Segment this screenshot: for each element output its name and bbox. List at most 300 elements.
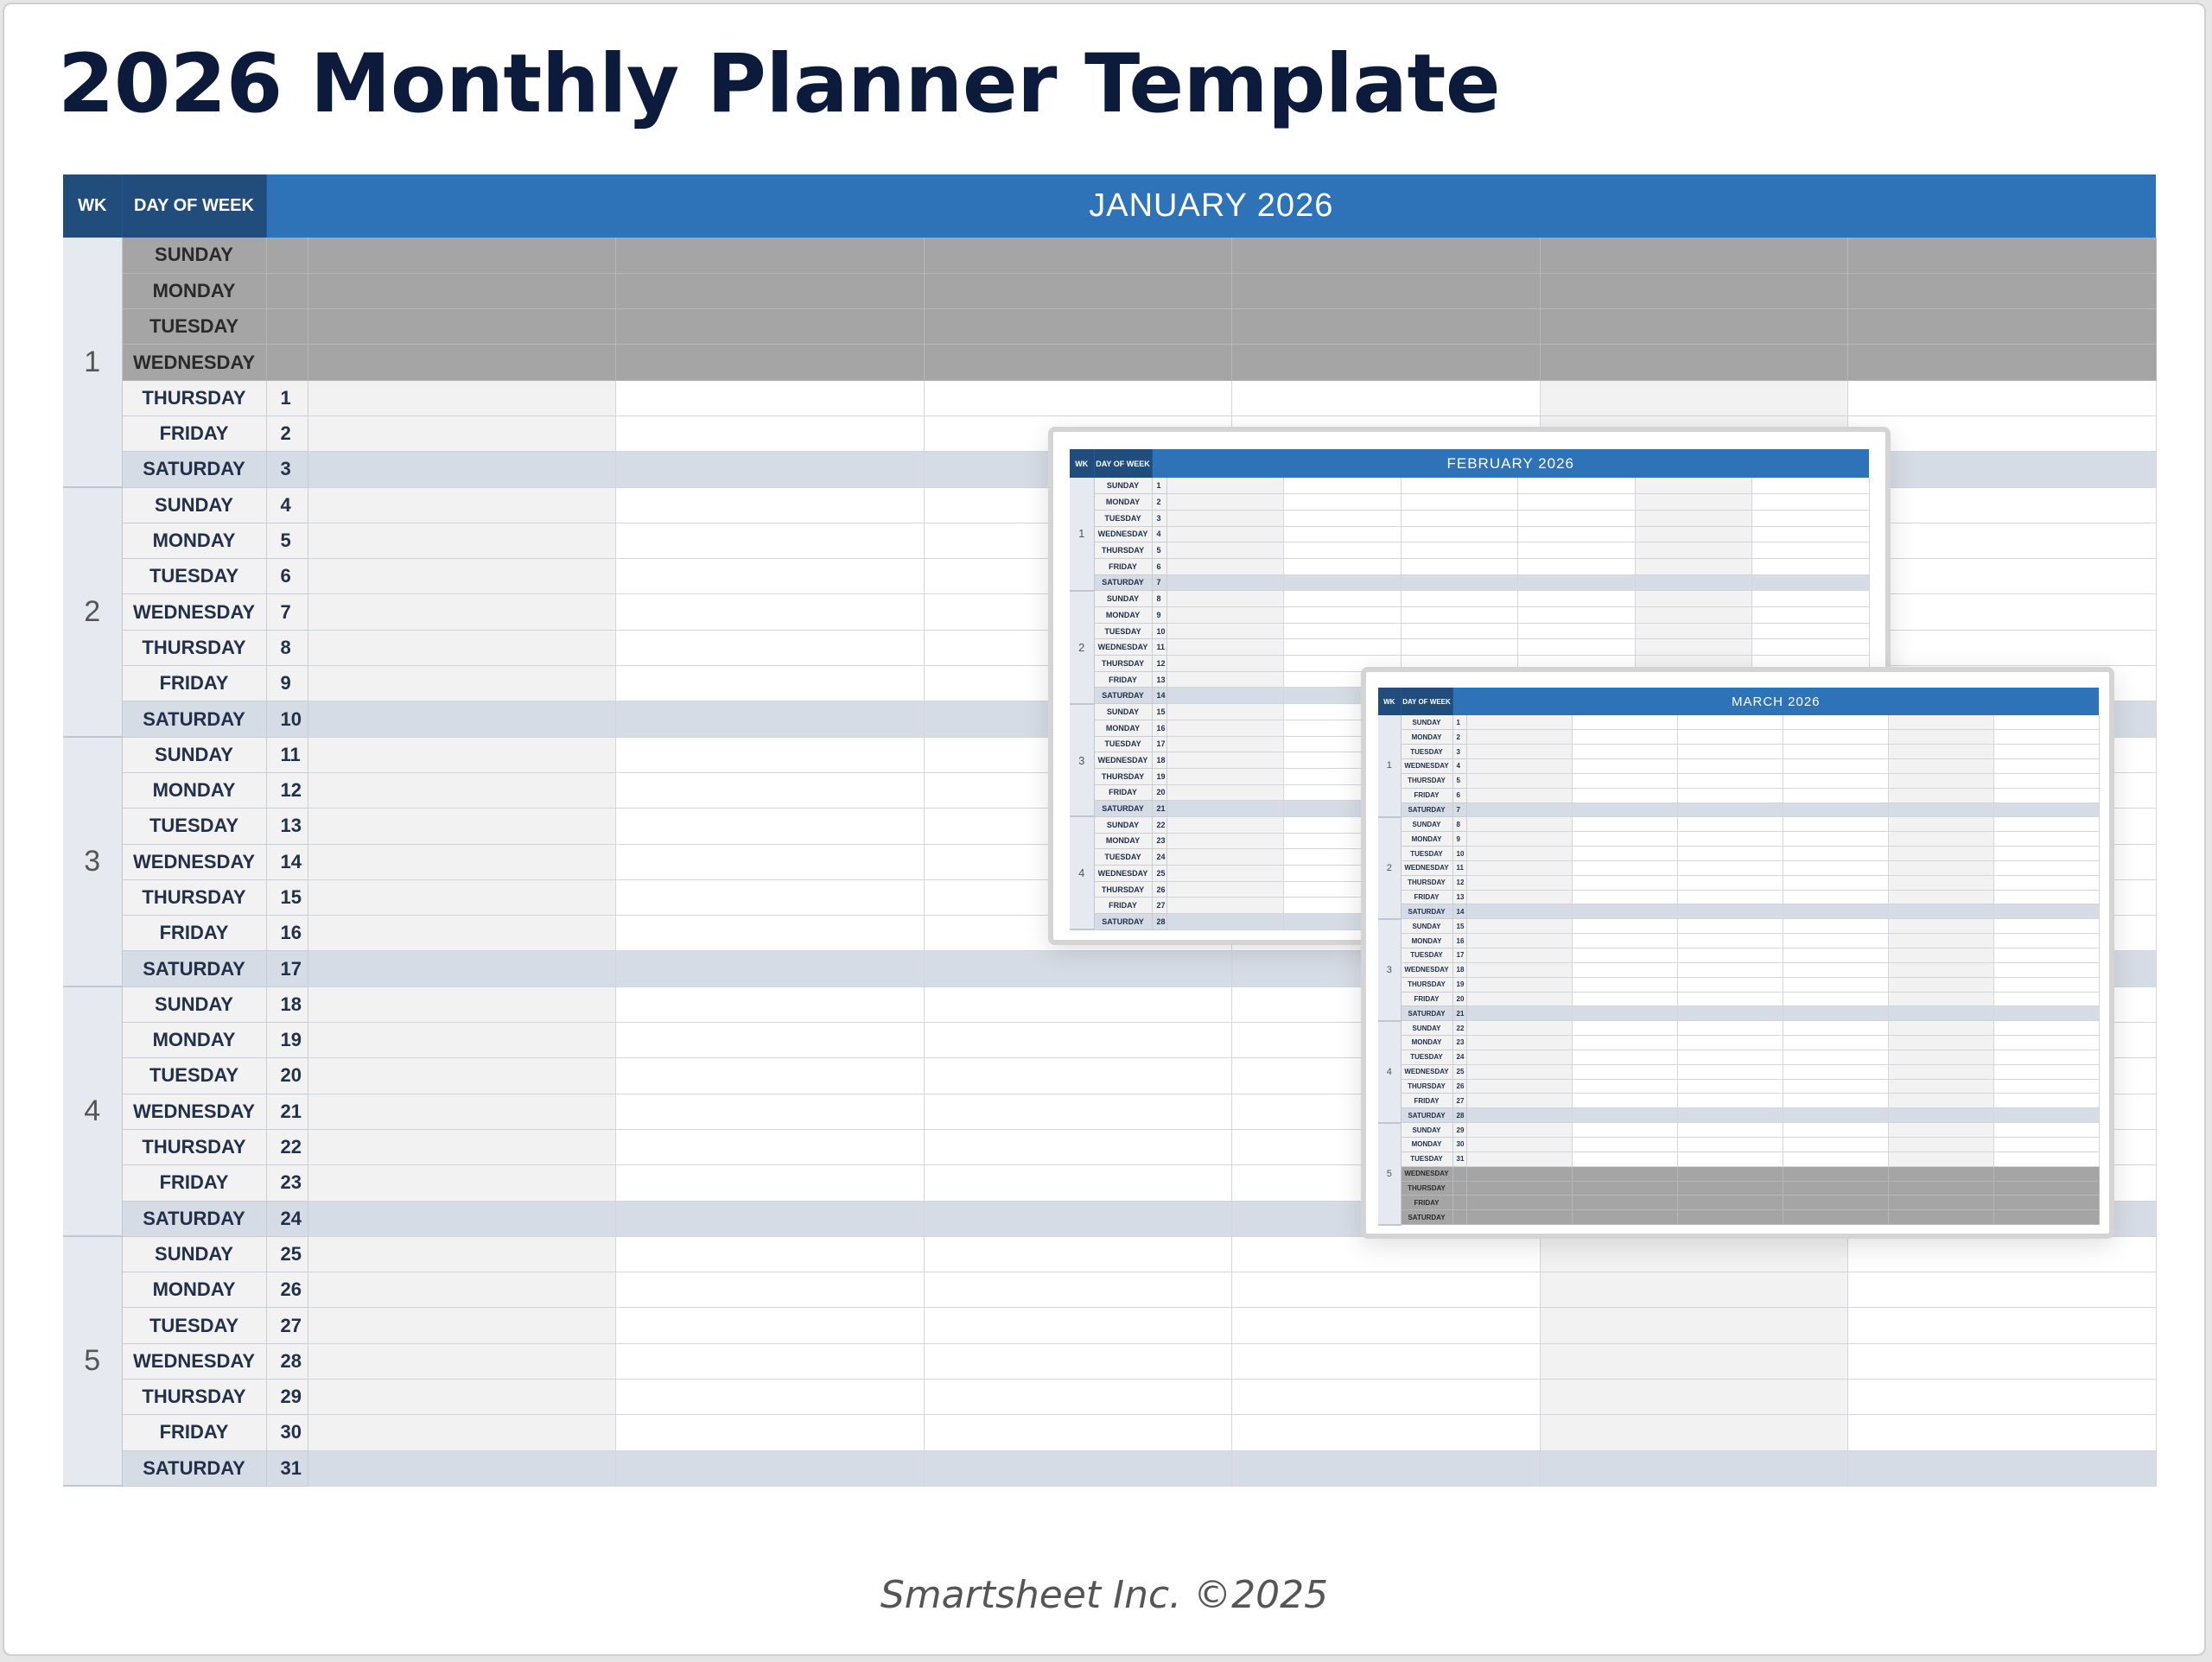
planner-entry-cell[interactable] bbox=[1993, 1036, 2099, 1050]
planner-entry-cell[interactable] bbox=[616, 844, 925, 879]
planner-entry-cell[interactable] bbox=[1284, 574, 1402, 591]
planner-entry-cell[interactable] bbox=[1993, 992, 2099, 1006]
planner-entry-cell[interactable] bbox=[1572, 1166, 1677, 1181]
planner-entry-cell[interactable] bbox=[616, 809, 925, 844]
planner-entry-cell[interactable] bbox=[1848, 345, 2157, 380]
planner-entry-cell[interactable] bbox=[308, 345, 616, 380]
planner-entry-cell[interactable] bbox=[1166, 881, 1284, 898]
planner-entry-cell[interactable] bbox=[1783, 875, 1888, 890]
planner-entry-cell[interactable] bbox=[924, 273, 1232, 308]
planner-entry-cell[interactable] bbox=[616, 1165, 925, 1201]
planner-entry-cell[interactable] bbox=[308, 1450, 616, 1486]
planner-entry-cell[interactable] bbox=[616, 737, 925, 772]
planner-entry-cell[interactable] bbox=[1888, 875, 1993, 890]
planner-entry-cell[interactable] bbox=[1572, 1210, 1677, 1225]
planner-entry-cell[interactable] bbox=[616, 1094, 925, 1129]
planner-entry-cell[interactable] bbox=[616, 1415, 925, 1450]
planner-entry-cell[interactable] bbox=[1466, 948, 1572, 963]
planner-entry-cell[interactable] bbox=[1466, 1079, 1572, 1094]
planner-entry-cell[interactable] bbox=[1466, 730, 1572, 745]
planner-entry-cell[interactable] bbox=[1635, 623, 1752, 639]
planner-entry-cell[interactable] bbox=[1848, 309, 2157, 345]
planner-entry-cell[interactable] bbox=[1540, 1343, 1848, 1379]
planner-entry-cell[interactable] bbox=[1166, 510, 1284, 526]
planner-entry-cell[interactable] bbox=[1888, 934, 1993, 948]
planner-entry-cell[interactable] bbox=[1783, 773, 1888, 788]
planner-entry-cell[interactable] bbox=[616, 772, 925, 808]
planner-entry-cell[interactable] bbox=[1783, 1108, 1888, 1123]
planner-entry-cell[interactable] bbox=[1888, 962, 1993, 977]
planner-entry-cell[interactable] bbox=[1466, 977, 1572, 992]
planner-entry-cell[interactable] bbox=[616, 1380, 925, 1415]
planner-entry-cell[interactable] bbox=[616, 1023, 925, 1058]
planner-entry-cell[interactable] bbox=[1518, 478, 1636, 494]
planner-entry-cell[interactable] bbox=[1888, 832, 1993, 847]
planner-entry-cell[interactable] bbox=[308, 1272, 616, 1308]
planner-entry-cell[interactable] bbox=[616, 1450, 925, 1486]
planner-entry-cell[interactable] bbox=[1572, 773, 1677, 788]
planner-entry-cell[interactable] bbox=[1166, 720, 1284, 736]
planner-entry-cell[interactable] bbox=[1166, 816, 1284, 833]
planner-entry-cell[interactable] bbox=[1572, 890, 1677, 904]
planner-entry-cell[interactable] bbox=[1888, 1196, 1993, 1210]
planner-entry-cell[interactable] bbox=[1518, 623, 1636, 639]
planner-entry-cell[interactable] bbox=[1635, 558, 1752, 574]
planner-entry-cell[interactable] bbox=[1783, 1064, 1888, 1079]
planner-entry-cell[interactable] bbox=[616, 879, 925, 915]
planner-entry-cell[interactable] bbox=[308, 809, 616, 844]
planner-entry-cell[interactable] bbox=[1993, 1166, 2099, 1181]
planner-entry-cell[interactable] bbox=[1848, 238, 2157, 273]
planner-entry-cell[interactable] bbox=[1993, 1210, 2099, 1225]
planner-entry-cell[interactable] bbox=[616, 416, 925, 451]
planner-entry-cell[interactable] bbox=[1166, 656, 1284, 672]
planner-entry-cell[interactable] bbox=[1466, 1151, 1572, 1166]
planner-entry-cell[interactable] bbox=[1993, 1151, 2099, 1166]
planner-entry-cell[interactable] bbox=[1540, 309, 1848, 345]
planner-entry-cell[interactable] bbox=[1848, 630, 2157, 665]
planner-entry-cell[interactable] bbox=[1888, 1006, 1993, 1021]
planner-entry-cell[interactable] bbox=[1677, 1210, 1783, 1225]
planner-entry-cell[interactable] bbox=[1848, 1343, 2157, 1379]
planner-entry-cell[interactable] bbox=[616, 1343, 925, 1379]
planner-entry-cell[interactable] bbox=[924, 1129, 1232, 1164]
planner-entry-cell[interactable] bbox=[1572, 1181, 1677, 1196]
planner-entry-cell[interactable] bbox=[1540, 1236, 1848, 1272]
planner-entry-cell[interactable] bbox=[1752, 542, 1870, 559]
planner-entry-cell[interactable] bbox=[1783, 1021, 1888, 1036]
planner-entry-cell[interactable] bbox=[1783, 832, 1888, 847]
planner-entry-cell[interactable] bbox=[308, 1236, 616, 1272]
planner-entry-cell[interactable] bbox=[1888, 1210, 1993, 1225]
planner-entry-cell[interactable] bbox=[308, 1343, 616, 1379]
planner-entry-cell[interactable] bbox=[1466, 1064, 1572, 1079]
planner-entry-cell[interactable] bbox=[1572, 1064, 1677, 1079]
planner-entry-cell[interactable] bbox=[1677, 773, 1783, 788]
planner-entry-cell[interactable] bbox=[1518, 558, 1636, 574]
planner-entry-cell[interactable] bbox=[616, 309, 925, 345]
planner-entry-cell[interactable] bbox=[1993, 817, 2099, 832]
planner-entry-cell[interactable] bbox=[1635, 639, 1752, 656]
planner-entry-cell[interactable] bbox=[1232, 1343, 1541, 1379]
planner-entry-cell[interactable] bbox=[1993, 1021, 2099, 1036]
planner-entry-cell[interactable] bbox=[1232, 1415, 1541, 1450]
planner-entry-cell[interactable] bbox=[1401, 558, 1518, 574]
planner-entry-cell[interactable] bbox=[1401, 510, 1518, 526]
planner-entry-cell[interactable] bbox=[1466, 788, 1572, 802]
planner-entry-cell[interactable] bbox=[1848, 523, 2157, 558]
planner-entry-cell[interactable] bbox=[1888, 890, 1993, 904]
planner-entry-cell[interactable] bbox=[1166, 558, 1284, 574]
planner-entry-cell[interactable] bbox=[616, 238, 925, 273]
planner-entry-cell[interactable] bbox=[1466, 992, 1572, 1006]
planner-entry-cell[interactable] bbox=[1232, 1308, 1541, 1343]
planner-entry-cell[interactable] bbox=[308, 951, 616, 986]
planner-entry-cell[interactable] bbox=[1848, 559, 2157, 594]
planner-entry-cell[interactable] bbox=[1677, 759, 1783, 774]
planner-entry-cell[interactable] bbox=[1993, 832, 2099, 847]
planner-entry-cell[interactable] bbox=[616, 345, 925, 380]
planner-entry-cell[interactable] bbox=[1783, 860, 1888, 875]
planner-entry-cell[interactable] bbox=[1466, 1108, 1572, 1123]
planner-entry-cell[interactable] bbox=[1166, 736, 1284, 752]
planner-entry-cell[interactable] bbox=[1401, 542, 1518, 559]
planner-entry-cell[interactable] bbox=[1572, 875, 1677, 890]
planner-entry-cell[interactable] bbox=[1752, 607, 1870, 624]
planner-entry-cell[interactable] bbox=[1232, 345, 1541, 380]
planner-entry-cell[interactable] bbox=[1166, 914, 1284, 930]
planner-entry-cell[interactable] bbox=[1572, 1196, 1677, 1210]
planner-entry-cell[interactable] bbox=[1993, 773, 2099, 788]
planner-entry-cell[interactable] bbox=[1783, 1123, 1888, 1138]
planner-entry-cell[interactable] bbox=[1783, 1210, 1888, 1225]
planner-entry-cell[interactable] bbox=[616, 986, 925, 1022]
planner-entry-cell[interactable] bbox=[1677, 1064, 1783, 1079]
planner-entry-cell[interactable] bbox=[1572, 977, 1677, 992]
planner-entry-cell[interactable] bbox=[1540, 273, 1848, 308]
planner-entry-cell[interactable] bbox=[1166, 478, 1284, 494]
planner-entry-cell[interactable] bbox=[1572, 759, 1677, 774]
planner-entry-cell[interactable] bbox=[1783, 1151, 1888, 1166]
planner-entry-cell[interactable] bbox=[1888, 992, 1993, 1006]
planner-entry-cell[interactable] bbox=[1166, 801, 1284, 817]
planner-entry-cell[interactable] bbox=[1466, 1181, 1572, 1196]
planner-entry-cell[interactable] bbox=[1635, 494, 1752, 511]
planner-entry-cell[interactable] bbox=[308, 1094, 616, 1129]
planner-entry-cell[interactable] bbox=[1166, 849, 1284, 866]
planner-entry-cell[interactable] bbox=[924, 345, 1232, 380]
planner-entry-cell[interactable] bbox=[1572, 904, 1677, 919]
planner-entry-cell[interactable] bbox=[1993, 1006, 2099, 1021]
planner-entry-cell[interactable] bbox=[308, 666, 616, 701]
planner-entry-cell[interactable] bbox=[1572, 832, 1677, 847]
planner-entry-cell[interactable] bbox=[1677, 1094, 1783, 1108]
planner-entry-cell[interactable] bbox=[1677, 1181, 1783, 1196]
planner-entry-cell[interactable] bbox=[1635, 510, 1752, 526]
planner-entry-cell[interactable] bbox=[1232, 1380, 1541, 1415]
planner-entry-cell[interactable] bbox=[308, 1165, 616, 1201]
planner-entry-cell[interactable] bbox=[308, 1308, 616, 1343]
planner-entry-cell[interactable] bbox=[1166, 752, 1284, 769]
planner-entry-cell[interactable] bbox=[1677, 847, 1783, 861]
planner-entry-cell[interactable] bbox=[1540, 1380, 1848, 1415]
planner-entry-cell[interactable] bbox=[616, 630, 925, 665]
planner-entry-cell[interactable] bbox=[1752, 510, 1870, 526]
planner-entry-cell[interactable] bbox=[1888, 1181, 1993, 1196]
planner-entry-cell[interactable] bbox=[1677, 948, 1783, 963]
planner-entry-cell[interactable] bbox=[1572, 745, 1677, 759]
planner-entry-cell[interactable] bbox=[1677, 817, 1783, 832]
planner-entry-cell[interactable] bbox=[1540, 1308, 1848, 1343]
planner-entry-cell[interactable] bbox=[1635, 478, 1752, 494]
planner-entry-cell[interactable] bbox=[924, 309, 1232, 345]
planner-entry-cell[interactable] bbox=[1677, 1151, 1783, 1166]
planner-entry-cell[interactable] bbox=[1848, 487, 2157, 523]
planner-entry-cell[interactable] bbox=[1888, 715, 1993, 730]
planner-entry-cell[interactable] bbox=[1848, 1415, 2157, 1450]
planner-entry-cell[interactable] bbox=[1572, 817, 1677, 832]
planner-entry-cell[interactable] bbox=[1888, 1137, 1993, 1151]
planner-entry-cell[interactable] bbox=[1677, 1036, 1783, 1050]
planner-entry-cell[interactable] bbox=[1888, 730, 1993, 745]
planner-entry-cell[interactable] bbox=[1284, 542, 1402, 559]
planner-entry-cell[interactable] bbox=[1993, 1123, 2099, 1138]
planner-entry-cell[interactable] bbox=[924, 1272, 1232, 1308]
planner-entry-cell[interactable] bbox=[924, 1058, 1232, 1094]
planner-entry-cell[interactable] bbox=[1518, 607, 1636, 624]
planner-entry-cell[interactable] bbox=[1540, 1272, 1848, 1308]
planner-entry-cell[interactable] bbox=[1635, 526, 1752, 542]
planner-entry-cell[interactable] bbox=[1677, 715, 1783, 730]
planner-entry-cell[interactable] bbox=[616, 1272, 925, 1308]
planner-entry-cell[interactable] bbox=[1677, 832, 1783, 847]
planner-entry-cell[interactable] bbox=[1677, 788, 1783, 802]
planner-entry-cell[interactable] bbox=[924, 1165, 1232, 1201]
planner-entry-cell[interactable] bbox=[308, 1415, 616, 1450]
planner-entry-cell[interactable] bbox=[308, 1023, 616, 1058]
planner-entry-cell[interactable] bbox=[1993, 730, 2099, 745]
planner-entry-cell[interactable] bbox=[1888, 788, 1993, 802]
planner-entry-cell[interactable] bbox=[308, 238, 616, 273]
planner-entry-cell[interactable] bbox=[1284, 478, 1402, 494]
planner-entry-cell[interactable] bbox=[308, 986, 616, 1022]
planner-entry-cell[interactable] bbox=[1166, 704, 1284, 720]
planner-entry-cell[interactable] bbox=[1572, 788, 1677, 802]
planner-entry-cell[interactable] bbox=[308, 630, 616, 665]
planner-entry-cell[interactable] bbox=[1284, 510, 1402, 526]
planner-entry-cell[interactable] bbox=[1572, 1036, 1677, 1050]
planner-entry-cell[interactable] bbox=[1466, 1050, 1572, 1064]
planner-entry-cell[interactable] bbox=[1752, 591, 1870, 607]
planner-entry-cell[interactable] bbox=[1993, 788, 2099, 802]
planner-entry-cell[interactable] bbox=[1888, 860, 1993, 875]
planner-entry-cell[interactable] bbox=[924, 1343, 1232, 1379]
planner-entry-cell[interactable] bbox=[1572, 1151, 1677, 1166]
planner-entry-cell[interactable] bbox=[1677, 1108, 1783, 1123]
planner-entry-cell[interactable] bbox=[1993, 1196, 2099, 1210]
planner-entry-cell[interactable] bbox=[1848, 416, 2157, 451]
planner-entry-cell[interactable] bbox=[308, 309, 616, 345]
planner-entry-cell[interactable] bbox=[308, 273, 616, 308]
planner-entry-cell[interactable] bbox=[1783, 802, 1888, 817]
planner-entry-cell[interactable] bbox=[1166, 591, 1284, 607]
planner-entry-cell[interactable] bbox=[1783, 1166, 1888, 1181]
planner-entry-cell[interactable] bbox=[616, 1058, 925, 1094]
planner-entry-cell[interactable] bbox=[1888, 759, 1993, 774]
planner-entry-cell[interactable] bbox=[1848, 1236, 2157, 1272]
planner-entry-cell[interactable] bbox=[1166, 866, 1284, 882]
planner-entry-cell[interactable] bbox=[1540, 1415, 1848, 1450]
planner-entry-cell[interactable] bbox=[616, 452, 925, 487]
planner-entry-cell[interactable] bbox=[1466, 832, 1572, 847]
planner-entry-cell[interactable] bbox=[1284, 607, 1402, 624]
planner-entry-cell[interactable] bbox=[1232, 380, 1541, 416]
planner-entry-cell[interactable] bbox=[1401, 591, 1518, 607]
planner-entry-cell[interactable] bbox=[1888, 1036, 1993, 1050]
planner-entry-cell[interactable] bbox=[1466, 1123, 1572, 1138]
planner-entry-cell[interactable] bbox=[308, 416, 616, 451]
planner-entry-cell[interactable] bbox=[1518, 494, 1636, 511]
planner-entry-cell[interactable] bbox=[1888, 919, 1993, 934]
planner-entry-cell[interactable] bbox=[1518, 510, 1636, 526]
planner-entry-cell[interactable] bbox=[1993, 904, 2099, 919]
planner-entry-cell[interactable] bbox=[1677, 904, 1783, 919]
planner-entry-cell[interactable] bbox=[1572, 730, 1677, 745]
planner-entry-cell[interactable] bbox=[1677, 860, 1783, 875]
planner-entry-cell[interactable] bbox=[1466, 860, 1572, 875]
planner-entry-cell[interactable] bbox=[1993, 1108, 2099, 1123]
planner-entry-cell[interactable] bbox=[1677, 1137, 1783, 1151]
planner-entry-cell[interactable] bbox=[1572, 1050, 1677, 1064]
planner-entry-cell[interactable] bbox=[1783, 1094, 1888, 1108]
planner-entry-cell[interactable] bbox=[1466, 773, 1572, 788]
planner-entry-cell[interactable] bbox=[1635, 607, 1752, 624]
planner-entry-cell[interactable] bbox=[924, 1308, 1232, 1343]
planner-entry-cell[interactable] bbox=[1752, 526, 1870, 542]
planner-entry-cell[interactable] bbox=[1466, 962, 1572, 977]
planner-entry-cell[interactable] bbox=[1677, 977, 1783, 992]
planner-entry-cell[interactable] bbox=[1993, 802, 2099, 817]
planner-entry-cell[interactable] bbox=[1783, 919, 1888, 934]
planner-entry-cell[interactable] bbox=[1888, 1050, 1993, 1064]
planner-entry-cell[interactable] bbox=[1572, 1094, 1677, 1108]
planner-entry-cell[interactable] bbox=[1466, 1196, 1572, 1210]
planner-entry-cell[interactable] bbox=[1993, 1050, 2099, 1064]
planner-entry-cell[interactable] bbox=[1572, 1021, 1677, 1036]
planner-entry-cell[interactable] bbox=[1518, 591, 1636, 607]
planner-entry-cell[interactable] bbox=[1752, 574, 1870, 591]
planner-entry-cell[interactable] bbox=[1888, 1108, 1993, 1123]
planner-entry-cell[interactable] bbox=[1888, 817, 1993, 832]
planner-entry-cell[interactable] bbox=[1466, 1036, 1572, 1050]
planner-entry-cell[interactable] bbox=[1993, 759, 2099, 774]
planner-entry-cell[interactable] bbox=[1677, 1196, 1783, 1210]
planner-entry-cell[interactable] bbox=[1635, 574, 1752, 591]
planner-entry-cell[interactable] bbox=[616, 487, 925, 523]
planner-entry-cell[interactable] bbox=[1401, 574, 1518, 591]
planner-entry-cell[interactable] bbox=[1284, 526, 1402, 542]
planner-entry-cell[interactable] bbox=[1783, 962, 1888, 977]
planner-entry-cell[interactable] bbox=[1888, 948, 1993, 963]
planner-entry-cell[interactable] bbox=[1518, 639, 1636, 656]
planner-entry-cell[interactable] bbox=[1284, 591, 1402, 607]
planner-entry-cell[interactable] bbox=[1518, 526, 1636, 542]
planner-entry-cell[interactable] bbox=[1888, 773, 1993, 788]
planner-entry-cell[interactable] bbox=[616, 523, 925, 558]
planner-entry-cell[interactable] bbox=[1466, 934, 1572, 948]
planner-entry-cell[interactable] bbox=[924, 986, 1232, 1022]
planner-entry-cell[interactable] bbox=[308, 1058, 616, 1094]
planner-entry-cell[interactable] bbox=[1993, 934, 2099, 948]
planner-entry-cell[interactable] bbox=[1677, 802, 1783, 817]
planner-entry-cell[interactable] bbox=[1232, 309, 1541, 345]
planner-entry-cell[interactable] bbox=[1677, 890, 1783, 904]
planner-entry-cell[interactable] bbox=[1466, 1210, 1572, 1225]
planner-entry-cell[interactable] bbox=[1888, 904, 1993, 919]
planner-entry-cell[interactable] bbox=[1993, 1064, 2099, 1079]
planner-entry-cell[interactable] bbox=[1783, 1196, 1888, 1210]
planner-entry-cell[interactable] bbox=[1572, 962, 1677, 977]
planner-entry-cell[interactable] bbox=[1466, 1021, 1572, 1036]
planner-entry-cell[interactable] bbox=[1572, 919, 1677, 934]
planner-entry-cell[interactable] bbox=[1232, 1272, 1541, 1308]
planner-entry-cell[interactable] bbox=[1166, 768, 1284, 784]
planner-entry-cell[interactable] bbox=[1466, 745, 1572, 759]
planner-entry-cell[interactable] bbox=[308, 772, 616, 808]
planner-entry-cell[interactable] bbox=[1166, 494, 1284, 511]
planner-entry-cell[interactable] bbox=[1401, 478, 1518, 494]
planner-entry-cell[interactable] bbox=[616, 559, 925, 594]
planner-entry-cell[interactable] bbox=[308, 879, 616, 915]
planner-entry-cell[interactable] bbox=[1284, 558, 1402, 574]
planner-entry-cell[interactable] bbox=[1993, 875, 2099, 890]
planner-entry-cell[interactable] bbox=[308, 916, 616, 951]
planner-entry-cell[interactable] bbox=[1993, 962, 2099, 977]
planner-entry-cell[interactable] bbox=[1677, 934, 1783, 948]
planner-entry-cell[interactable] bbox=[1783, 817, 1888, 832]
planner-entry-cell[interactable] bbox=[1677, 1021, 1783, 1036]
planner-entry-cell[interactable] bbox=[1888, 1094, 1993, 1108]
planner-entry-cell[interactable] bbox=[1401, 526, 1518, 542]
planner-entry-cell[interactable] bbox=[924, 1380, 1232, 1415]
planner-entry-cell[interactable] bbox=[1848, 1272, 2157, 1308]
planner-entry-cell[interactable] bbox=[1677, 875, 1783, 890]
planner-entry-cell[interactable] bbox=[308, 594, 616, 630]
planner-entry-cell[interactable] bbox=[308, 1129, 616, 1164]
planner-entry-cell[interactable] bbox=[1993, 948, 2099, 963]
planner-entry-cell[interactable] bbox=[1752, 494, 1870, 511]
planner-entry-cell[interactable] bbox=[1401, 494, 1518, 511]
planner-entry-cell[interactable] bbox=[924, 1450, 1232, 1486]
planner-entry-cell[interactable] bbox=[924, 238, 1232, 273]
planner-entry-cell[interactable] bbox=[1466, 919, 1572, 934]
planner-entry-cell[interactable] bbox=[1783, 1006, 1888, 1021]
planner-entry-cell[interactable] bbox=[924, 380, 1232, 416]
planner-entry-cell[interactable] bbox=[1993, 860, 2099, 875]
planner-entry-cell[interactable] bbox=[1466, 890, 1572, 904]
planner-entry-cell[interactable] bbox=[1888, 977, 1993, 992]
planner-entry-cell[interactable] bbox=[1466, 802, 1572, 817]
planner-entry-cell[interactable] bbox=[1166, 623, 1284, 639]
planner-entry-cell[interactable] bbox=[1783, 1181, 1888, 1196]
planner-entry-cell[interactable] bbox=[1466, 715, 1572, 730]
planner-entry-cell[interactable] bbox=[1848, 1308, 2157, 1343]
planner-entry-cell[interactable] bbox=[924, 1236, 1232, 1272]
planner-entry-cell[interactable] bbox=[1848, 452, 2157, 487]
planner-entry-cell[interactable] bbox=[1466, 904, 1572, 919]
planner-entry-cell[interactable] bbox=[1166, 898, 1284, 914]
planner-entry-cell[interactable] bbox=[1888, 847, 1993, 861]
